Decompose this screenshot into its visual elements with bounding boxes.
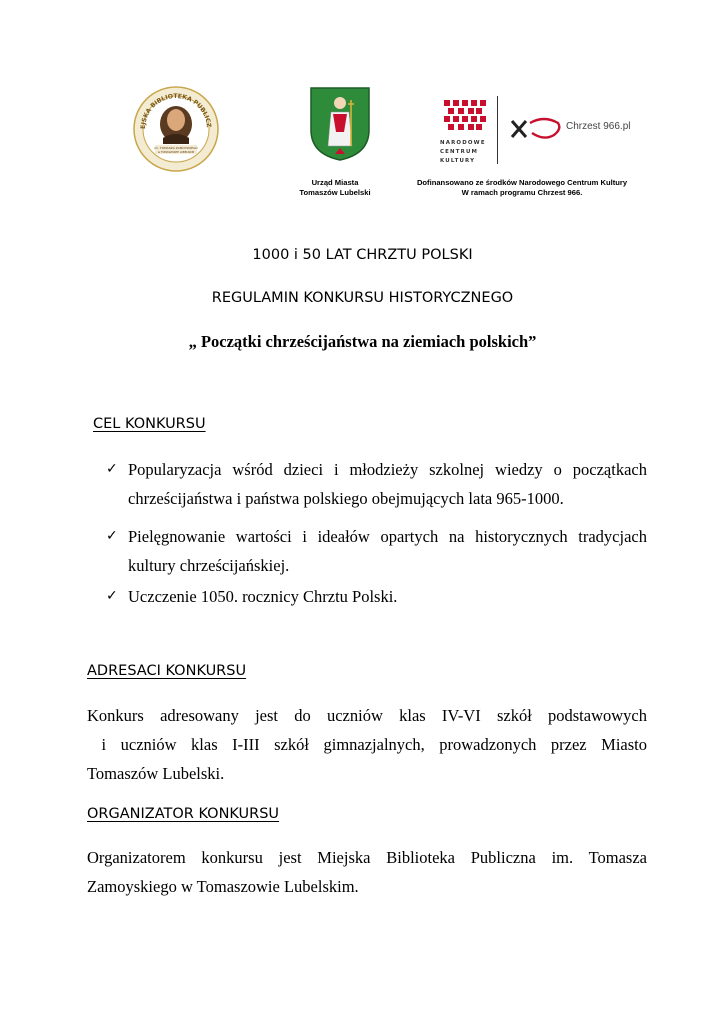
tomaszow-coat-of-arms xyxy=(309,86,371,162)
checkmark-icon: ✓ xyxy=(106,528,118,544)
library-seal-logo xyxy=(133,86,219,172)
funding-caption xyxy=(387,178,657,198)
competition-theme: „ Początki chrześcijaństwa na ziemiach polskich” xyxy=(188,332,537,351)
adresaci-line-2: i uczniów klas I-III szkół gimnazjalnych, prowadzonych przez Miasto xyxy=(87,735,647,754)
adresaci-line-3: Tomaszów Lubelski. xyxy=(87,764,225,783)
ncn-line-2: CENTRUM xyxy=(440,149,479,155)
organizator-paragraph xyxy=(87,843,647,901)
organizator-line-1: Organizatorem konkursu jest Miejska Biblioteka Publiczna im. Tomasza xyxy=(87,848,647,867)
funding-caption-line-1: Dofinansowano ze środków Narodowego Centrum Kultury xyxy=(416,178,628,187)
checkmark-icon: ✓ xyxy=(106,588,118,604)
checkmark-icon: ✓ xyxy=(106,461,118,477)
funding-caption-line-2: W ramach programu Chrzest 966. xyxy=(461,188,583,197)
section-heading-cel: CEL KONKURSU xyxy=(93,416,206,432)
goal-1-line-2: chrześcijaństwa i państwa polskiego obejmujących lata 965-1000. xyxy=(128,489,564,508)
seal-ring-text: EJSKA BIBLIOTEKA PUBLICZ xyxy=(139,92,213,130)
svg-text:im. TOMASZA ZAMOYSKIEGO: im. TOMASZA ZAMOYSKIEGO xyxy=(154,146,198,150)
city-caption-line-1: Urząd Miasta xyxy=(311,178,359,187)
city-caption xyxy=(280,178,390,198)
adresaci-line-1: Konkurs adresowany jest do uczniów klas IV-VI szkół podstawowych xyxy=(87,706,647,725)
chrzest-966-text: Chrzest 966.pl xyxy=(566,121,631,132)
svg-text:w TOMASZOWIE LUBELSKIM: w TOMASZOWIE LUBELSKIM xyxy=(157,151,195,154)
goal-1-line-1: Popularyzacja wśród dzieci i młodzieży szkolnej wiedzy o początkach xyxy=(128,460,647,479)
list-item xyxy=(106,522,647,580)
goal-3-line-1: Uczczenie 1050. rocznicy Chrztu Polski. xyxy=(128,587,398,606)
document-subtitle-heading: REGULAMIN KONKURSU HISTORYCZNEGO xyxy=(211,290,514,306)
logo-divider xyxy=(497,96,498,164)
goal-2-line-1: Pielęgnowanie wartości i ideałów opartych na historycznych tradycjach xyxy=(128,527,647,546)
city-caption-line-2: Tomaszów Lubelski xyxy=(299,188,371,197)
section-heading-adresaci: ADRESACI KONKURSU xyxy=(87,663,247,679)
goals-list xyxy=(106,455,647,611)
chrzest-966-logo xyxy=(508,115,638,145)
ncn-logo xyxy=(440,98,488,166)
document-title: 1000 i 50 LAT CHRZTU POLSKI xyxy=(252,247,473,263)
organizator-line-2: Zamoyskiego w Tomaszowie Lubelskim. xyxy=(87,877,359,896)
adresaci-paragraph xyxy=(87,701,647,788)
list-item xyxy=(106,582,647,611)
goal-2-line-2: kultury chrześcijańskiej. xyxy=(128,556,290,575)
ncn-line-3: KULTURY xyxy=(440,158,476,164)
ncn-line-1: NARODOWE xyxy=(440,140,486,146)
list-item xyxy=(106,455,647,513)
section-heading-organizator: ORGANIZATOR KONKURSU xyxy=(87,806,280,822)
